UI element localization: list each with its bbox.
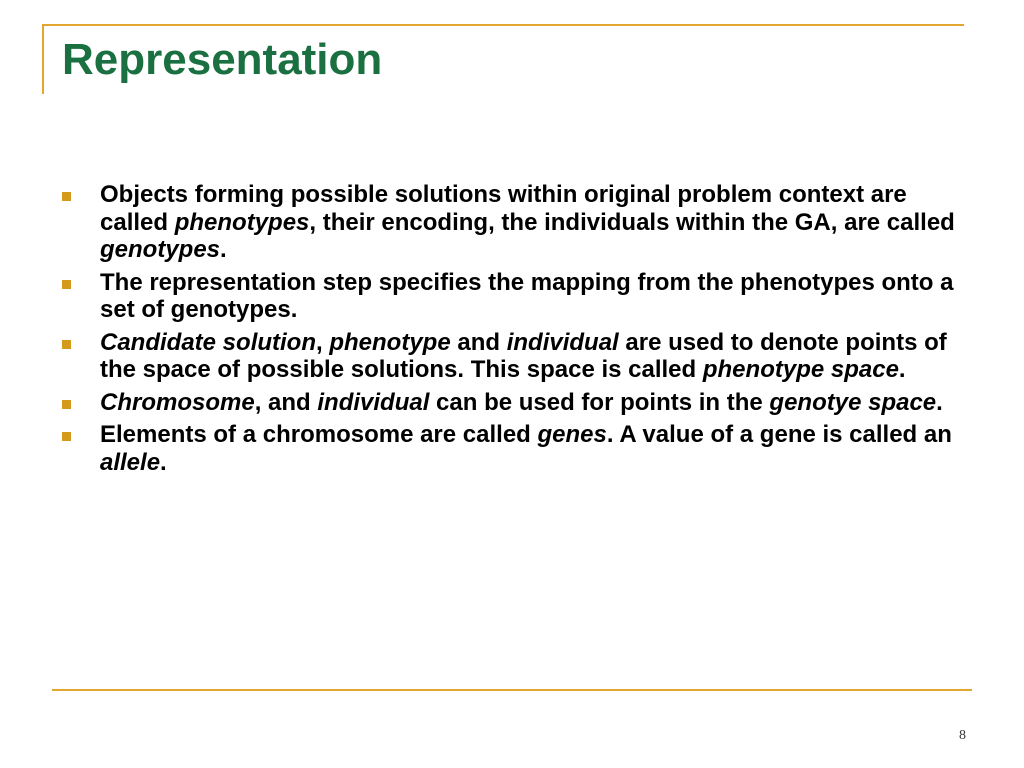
square-bullet-icon (62, 192, 71, 201)
bullet-text-segment: . A value of a gene is called an (606, 421, 952, 448)
bullet-item (62, 329, 962, 384)
bullet-item (62, 421, 962, 476)
bullet-term: genotye space (769, 388, 937, 416)
bullet-term: genes (537, 421, 607, 448)
bullet-text (100, 181, 955, 263)
bullet-term: allele (100, 448, 161, 476)
bullet-term: phenotypes (174, 208, 310, 236)
bullet-text-segment: Elements of a chromosome are called (100, 421, 538, 448)
bullet-text-segment: can be used for points in the (429, 388, 770, 416)
square-bullet-icon (62, 400, 71, 409)
bullet-term: genotypes (100, 236, 221, 263)
bullet-text-segment: . (898, 356, 906, 383)
bullet-text (100, 269, 953, 324)
bullet-text-segment: are used to denote points of the space of possible solutions. This space is called (100, 328, 947, 383)
page-number: 8 (959, 728, 966, 743)
bullet-term: Chromosome (100, 388, 255, 416)
bullet-term: individual (317, 388, 430, 416)
bullet-text-segment: . (160, 448, 167, 476)
bullet-text-segment: Objects forming possible solutions within original problem context are called (100, 181, 907, 236)
bullet-text-segment: , and (254, 388, 318, 416)
bullet-text (100, 329, 947, 384)
bullet-text-segment: . (936, 388, 943, 416)
title-frame-horizontal-rule (42, 24, 964, 26)
bullet-term: Candidate solution (100, 328, 316, 356)
bullet-text-segment: The representation step specifies the mapping from the phenotypes onto a set of genotypes. (100, 268, 954, 323)
bullet-list (62, 181, 962, 481)
bullet-text-segment: and (450, 328, 507, 356)
bullet-item (62, 269, 962, 324)
bullet-text-segment: , their encoding, the individuals within the GA, are called (309, 208, 955, 236)
square-bullet-icon (62, 340, 71, 349)
bullet-term: phenotype space (702, 356, 899, 383)
bullet-text-segment: . (220, 236, 227, 263)
bullet-text (100, 389, 943, 416)
bullet-item (62, 181, 962, 264)
title-frame-vertical-rule (42, 24, 44, 94)
bullet-term: phenotype (329, 328, 451, 356)
slide-title: Representation (62, 35, 383, 84)
bullet-text (100, 421, 952, 476)
bullet-term: individual (506, 328, 619, 356)
bullet-text-segment: , (316, 328, 330, 356)
footer-rule (52, 689, 972, 691)
bullet-item (62, 389, 962, 417)
square-bullet-icon (62, 432, 71, 441)
square-bullet-icon (62, 280, 71, 289)
